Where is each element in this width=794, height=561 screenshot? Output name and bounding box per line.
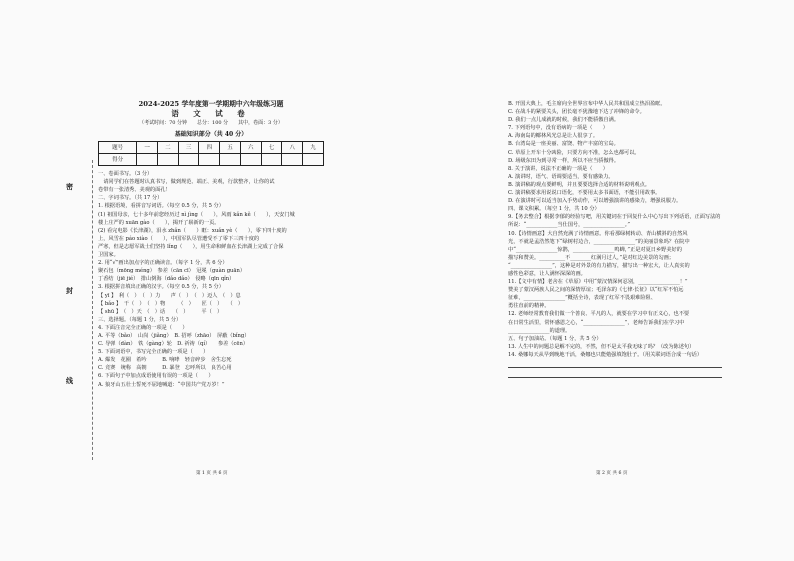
question-line: 三、选择题。（每题 1 分，共 5 分） (98, 316, 182, 323)
score-header-cell: 一 (137, 142, 158, 154)
question-line: 12. 老师经常教育我们做一个善良、平凡的人，就要在学习中有正义心，也不要 (508, 311, 690, 318)
question-line: 上，风雪在 páo xiào（ ），中国军队尽管遭受不了零下三四十度的 (98, 235, 260, 242)
answer-line[interactable] (508, 370, 722, 378)
score-header-cell: 五 (220, 142, 241, 154)
question-line: 描写和赞美。__________不________红满月过人，”是对红边美景的勾画； (508, 254, 675, 261)
question-line: 征难，________________”概括全诗，表现了红军不畏艰难险阻、 (508, 295, 656, 302)
score-cell[interactable] (282, 154, 303, 166)
question-line: C. 导弹（dàn） 铁（gàng）轮 D. 祈祷（qí） 参差（cēn） (98, 341, 249, 348)
score-cell[interactable] (178, 154, 199, 166)
question-line: A. 演讲时，语气、语调要适当，要有感染力。 (508, 173, 614, 180)
question-line: 感性色彩意，让人满怀深深的画。 (508, 270, 586, 277)
score-header-cell: 二 (157, 142, 178, 154)
question-line: 赞美了蒙汉两族人民之间的深情厚谊；毛泽东的《七律·长征》以“红军不怕远 (508, 287, 684, 294)
score-cell[interactable] (220, 154, 241, 166)
question-line: 在日常生活里，常怀感恩之心，“________________”，老师告诉我们在学习中 (508, 319, 685, 326)
exam-subject: 语 文 试 卷 (171, 109, 251, 118)
question-line: (2) 看完电影《长津湖》，泪水 zhǎn（ ）眶：xuǎn yè（ ），零下四十度的 (98, 227, 287, 234)
question-line: 3. 根据拼音填出正确的汉字。（每空 0.5 分，共 5 分） (98, 284, 224, 291)
question-line: D. 我们一点儿成就的时候，我们不能骄傲自满。 (508, 117, 620, 124)
question-line: A. 平等（bǎo） 山岗（jiǎng） B. 招呼（zhāo） 屏蔽（bǐng） (98, 332, 250, 339)
question-line: 14. 桑娜每天从早到晚地干活，桑娜也只能勉强填饱肚子。（用关联词语合成一句话） (508, 351, 703, 358)
score-table (98, 141, 324, 166)
score-cell[interactable] (157, 154, 178, 166)
binding-line (92, 160, 93, 460)
score-header-cell: 四 (199, 142, 220, 154)
question-line: 【 yī 】 利（ ） （ ）力 声（ ） （ ）迈人 （ ）息 (98, 292, 241, 299)
score-cell[interactable] (137, 154, 158, 166)
binding-mark-feng: 封 (66, 286, 73, 295)
question-line: 中“________________惊鹊，________________鸣蝉，”正是对夏日乡野美好的 (508, 246, 682, 253)
question-line: B. 演讲稿的观点要鲜明，并且要要选择合适的材料说明观点。 (508, 181, 650, 188)
question-line: D. 在演讲时可以适当加入手势动作，可以增强演讲的感染力，增强说服力。 (508, 198, 682, 205)
question-line: C. 竞赛 统称 高朝 D. 暴登 忘呼所以 良苦心用 (98, 365, 232, 372)
score-value-row (99, 154, 324, 166)
question-line: 7. 下列语句中，没有语病的一项是（ ） (508, 125, 608, 132)
score-header-cell: 三 (178, 142, 199, 154)
question-line: 严寒，但是志愿军战士们坚持 lǐng（ ），用生命和鲜血在长津湖上完成了合保 (98, 243, 284, 250)
question-line: 二、字词书写。（共 17 分） (98, 195, 163, 202)
score-header-cell: 题号 (99, 142, 137, 154)
score-row-label: 得分 (99, 154, 137, 166)
question-line: 【 bǎo 】 干（ ） （ ）物 （ ） 匠（ ） （ ） (98, 300, 244, 307)
question-line: 聚石包（mōng méng） 参差（cān cī） 冠冕（guàn guān） (98, 268, 246, 275)
question-line: 8. 关于演讲，说法不正确的一项是（ ） (508, 165, 608, 172)
section-heading: 基础知识部分（共 40 分） (174, 131, 248, 138)
question-line: B. 开国大典上，毛主席向全世界宣布中华人民共和国成立热泪盈眶。 (508, 101, 666, 107)
question-line: 5. 下面词语中，书写完全正确的一项是（ ） (98, 349, 209, 356)
question-line: 2. 用“√”画出加点字的正确读音。（每字 1 分，共 6 分） (98, 260, 228, 267)
question-line: 卷带有一张清秀、美观的面孔！ (98, 187, 171, 194)
score-cell[interactable] (303, 154, 324, 166)
page-1 (98, 100, 324, 389)
page-1-body (98, 170, 324, 389)
question-line: 丁香结（jiē jié） 排山倒海（dǎo dǎo） 侵略（qīn qǐn） (98, 276, 235, 283)
score-cell[interactable] (261, 154, 282, 166)
page-1-footer: 第 1 页 共 6 页 (196, 471, 228, 476)
score-header-cell: 六 (240, 142, 261, 154)
question-line: 四、课文积累。（每空 1 分，共 10 分） (508, 206, 600, 213)
binding-mark-xian: 线 (66, 376, 73, 385)
score-header-cell: 九 (303, 142, 324, 154)
question-line: 13. 人生中的问题总是解不完的，不然，但不是太平我无味了吗？（改为陈述句） (508, 343, 695, 350)
question-line: A. 爆发 花圈 希吟 B. 响哮 轻音碎步 舍生忘死 (98, 357, 232, 364)
page-2-body (508, 100, 722, 359)
score-header-cell: 七 (261, 142, 282, 154)
question-line: 五、句子加油站。（每题 1 分，共 5 分） (508, 335, 602, 342)
question-line: 所说：“____________当仕国号，________________。” (508, 222, 631, 229)
exam-meta: （考试时间：70 分钟 总分：100 分 其中，卷面：3 分） (139, 120, 283, 126)
question-line: 请同学们在答题时认真书写，做到规范、端正、美观，行款整齐，让你的试 (98, 179, 275, 186)
answer-line[interactable] (508, 360, 722, 368)
question-line: A. 海南岛的椰林风光总是让人很享了。 (508, 133, 599, 140)
page-2 (508, 100, 722, 380)
score-header-row (99, 142, 324, 154)
question-line: 楼上庄严的 xuān gào（ ），揭开了崭新的一页。 (98, 219, 220, 226)
question-line: 勇往直前的精神。 (508, 303, 550, 310)
page-2-footer: 第 2 页 共 6 页 (596, 471, 628, 476)
score-header-cell: 八 (282, 142, 303, 154)
question-line: 一、卷面书写。（3 分） (98, 171, 153, 178)
question-line: (1) 祖国母亲，七十多年前您经历过 nì jìng（ ），风雨 kǎn kě（ ），天安门城 (98, 211, 295, 218)
question-line: 9.【务去整合】根据李郁的经验写吧，用关键词在于回复什么中心写出下列话语，正面写法的 (508, 214, 721, 221)
question-line: C. 演讲稿要求用说说口语化，不要用太多书面语，不能引用故事。 (508, 190, 661, 197)
question-line: 11.【文中有情】老舍在《草原》中用“蒙汉情深何忍别，________________！” (508, 279, 688, 286)
score-cell[interactable] (199, 154, 220, 166)
question-line: “________________”，这种是对外景的有力描写，描写出一种宏大，让人真实的 (508, 262, 690, 269)
score-cell[interactable] (240, 154, 261, 166)
binding-mark-mi: 密 (66, 182, 73, 191)
question-line: 光，不就是孟浩然笔下“绿树村边合，________________”的美丽景象吗？在院中 (508, 238, 690, 245)
question-line: 卫国家。 (98, 252, 119, 259)
question-line: 10.【诗情画意】大自然充满了诗情画意。你看那绿树转动、青山横斜的自然风 (508, 230, 688, 237)
question-line: C. 在战斗的紧要关头，团长毫不犹豫地下达了冲锋的命令。 (508, 109, 645, 116)
question-line: 【 shū 】 （ ）天 （ ）话 （ ） 平（ ） (98, 308, 223, 315)
exam-title: 2024-2025 学年度第一学期期中六年级练习题 (138, 100, 284, 108)
question-line: B. 台湾岛是一座美丽、富饶、物产丰富的宝岛。 (508, 141, 619, 148)
question-line: D. 场级东田为到寻常一样，所以不应当骄傲得。 (508, 157, 620, 164)
question-line: 1. 根据语境，看拼音写词语。（每空 0.5 分，共 5 分） (98, 203, 224, 210)
question-line: A. 狼牙山五壮士誓死不屈地喊道：“中国共产党万岁！” (98, 381, 225, 388)
question-line: 4. 下面注音完全正确的一项是（ ） (98, 324, 188, 331)
question-line: 6. 下面句子中加点成语使用有误的一项是（ ） (98, 373, 214, 380)
question-line: C. 草原上开车十分凶险，只要方向不准，怎么也都可以。 (508, 149, 640, 156)
question-line: ________________的道理。 (508, 327, 571, 334)
